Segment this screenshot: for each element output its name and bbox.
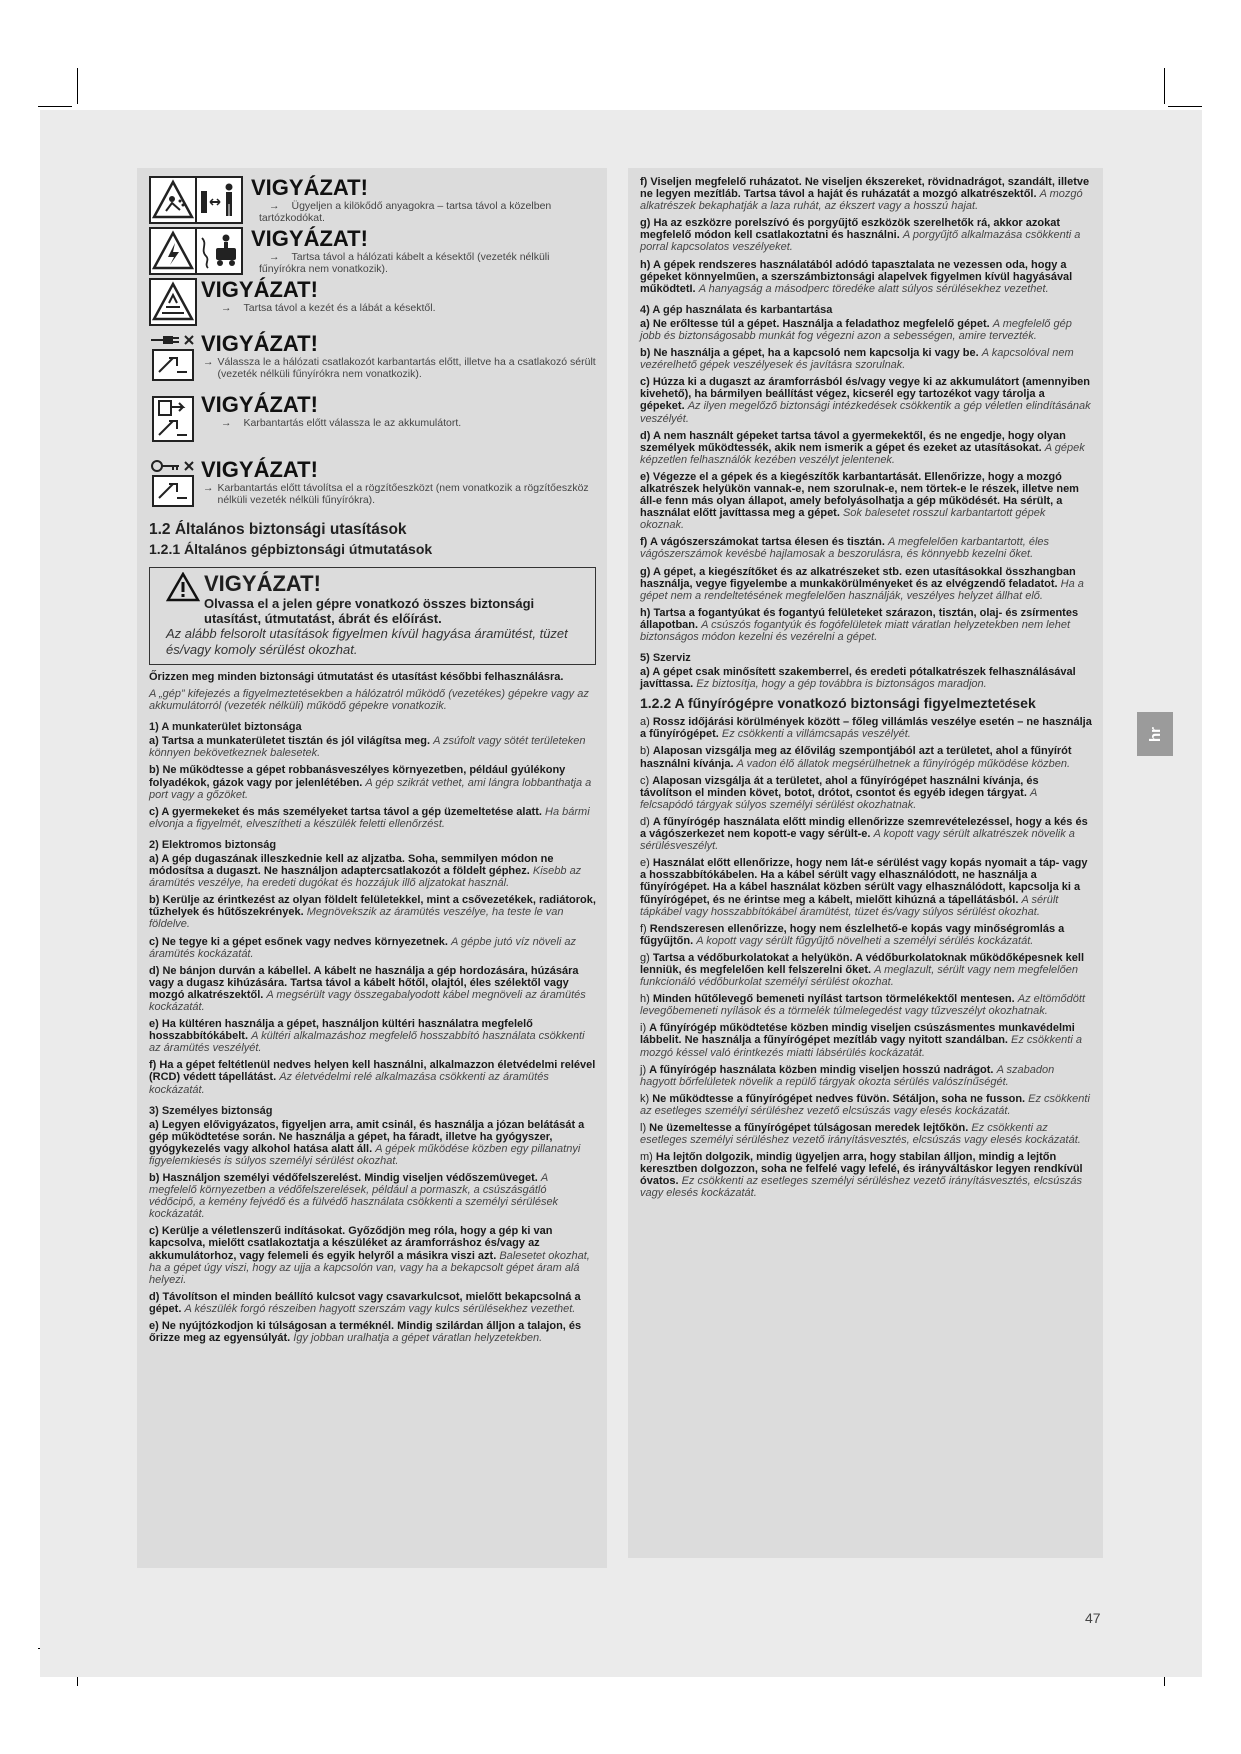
remove-key-icon bbox=[149, 458, 197, 515]
list-item: c) Ne tegye ki a gépet esőnek vagy nedves környezetnek. A gépbe jutó víz növeli az áramütés kockázatát. bbox=[149, 935, 576, 960]
warning-triangle-icon bbox=[166, 572, 200, 607]
group-title: 2) Elektromos biztonság bbox=[149, 838, 277, 851]
crop-mark bbox=[77, 68, 78, 104]
general-warning-box bbox=[149, 567, 596, 665]
list-item: g) Tartsa a védőburkolatokat a helyükön. A védőburkolatoknak működőképesnek kell lenniük, és megfelelően kell felszerelni őket. A meglazult, sérült vagy nem megfelelően funkcionáló védőburkolat személyi sérülést okozhat. bbox=[640, 951, 1085, 989]
list-item: k) Ne működtesse a fűnyírógépet nedves füvön. Sétáljon, soha ne fusson. Ez csökkenti az esetleges személyi sérüléshez vezető elcsúszás vagy elesés kockázatát. bbox=[640, 1092, 1090, 1117]
list-item: d) A nem használt gépeket tartsa távol a gyermekektől, és ne engedje, hogy olyan személyek működtessék, akik nem ismerik a gépet és ezeket az utasításokat. A gépek képzetlen felhasználók kezében veszélyt jelentenek. bbox=[640, 429, 1085, 466]
list-item: i) A fűnyírógép működtetése közben mindig viseljen csúszásmentes munkavédelmi lábbelit. Ne használja a fűnyírógépet mezítláb vagy nyitott szandálban. Ez csökkenti a mozgó késsel való érintkezés miatti lábsérülés kockázatát. bbox=[640, 1022, 1082, 1059]
list-item: a) A gépet csak minősített szakemberrel, és eredeti pótalkatrészek felhasználásával javíttassa. Ez biztosítja, hogy a gép továbbra is biztonságos maradjon. bbox=[640, 666, 1076, 691]
list-item: g) A gépet, a kiegészítőket és az alkatrészeket stb. ezen utasításokkal összhangban használja, vegye figyelembe a munkakörülményeket és az elvégzendő feladatot. Ha a gépet nem a rendeltetésének megfelelően használják, veszélyes helyzet állhat elő. bbox=[640, 565, 1084, 602]
list-item: a) Legyen elővigyázatos, figyeljen arra, amit csinál, és használja a józan belátását a gép működtetése során. Ne használja a gépet, ha fáradt, illetve ha gyógyszer, gyógykezelés vagy alkohol hatása alatt áll. A gépek működése közben egy pillanatnyi figyelemkiesés is súlyos személyi sérülést okozhat. bbox=[149, 1118, 585, 1167]
warning-row bbox=[149, 458, 596, 515]
list-item: j) A fűnyírógép használata közben mindig viseljen hosszú nadrágot. A szabadon hagyott bőrfelületek növelik a repülő tárgyak okozta sérülés valószínűségét. bbox=[640, 1063, 1055, 1088]
list-item: h) A gépek rendszeres használatából adódó tapasztalata ne vezessen oda, hogy a gépeket könnyelműen, a szerszámbiztonsági alapelvek figyelmen kívül hagyásával működtetI. A hanyagság a másodperc töredéke alatt súlyos sérülésekhez vezethet. bbox=[640, 258, 1073, 295]
warning-text: → Tartsa távol a kezét és a lábát a késektől. bbox=[201, 302, 436, 314]
warning-text: → Karbantartás előtt válassza le az akkumulátort. bbox=[201, 417, 461, 429]
warning-text: → Karbantartás előtt távolítsa el a rögzítőeszközt (nem vonatkozik a rögzítőeszköz nélküli vezeték nélküli fűnyírókra). bbox=[203, 482, 589, 506]
group-work-area bbox=[149, 721, 596, 830]
warning-text: → Tartsa távol a hálózati kábelt a késektől (vezeték nélküli fűnyírókra nem vonatkozik). bbox=[259, 251, 550, 275]
warning-title: VIGYÁZAT! bbox=[204, 571, 321, 596]
list-item: a) A gép dugaszának illeszkednie kell az aljzatba. Soha, semmilyen módon ne módosítsa a dugaszt. Ne használjon adaptercsatlakozót a földelt géphez. Kisebb az áramütés veszélye, ha eredeti dugókat és hozzájuk illő aljzatokat használ. bbox=[149, 852, 582, 890]
list-item: b) Ne működtesse a gépet robbanásveszélyes környezetben, például gyúlékony folyadékok, gázok vagy por jelenlétében. A gép szikrát vethet, ami lángra lobbanthatja a port vagy a gőzöket. bbox=[149, 764, 592, 801]
warning-title: VIGYÁZAT! bbox=[201, 277, 318, 302]
warning-title: VIGYÁZAT! bbox=[201, 457, 318, 482]
left-column bbox=[137, 168, 607, 1568]
crop-mark bbox=[38, 106, 72, 107]
list-item: a) Ne erőltesse túl a gépet. Használja a feladathoz megfelelő gépet. A megfelelő gép jobb és biztonságosabb munkát fog végezni azon a sebességen, amire tervezték. bbox=[640, 317, 1072, 342]
section-heading: 1.2 Általános biztonsági utasítások bbox=[149, 521, 407, 538]
list-item: e) Használat előtt ellenőrizze, hogy nem lát-e sérülést vagy kopás nyomait a táp- vagy a hosszabbítókábelen. Ha a kábel sérült vagy elhasználódott, ne használja a fűnyírógépet. Ha a kábel használat közben sérült vagy elhasználódott, kapcsolja ki a fűnyírógépet, és ne érintse meg a kábelt, mielőtt kihúzná a tápellátásból. A sérült tápkábel vagy hosszabbítókábel áramütést, tüzet és/vagy súlyos sérülést okozhat. bbox=[640, 857, 1088, 918]
list-item: e) Végezze el a gépek és a kiegészítők karbantartását. Ellenőrizze, hogy a mozgó alkatrészek helyükön vannak-e, nem szorulnak-e, nem törtek-e le részek, illetve nem áll-e fenn más olyan állapot, amely befolyásolhatja a gép működését. Ha sérült, a használat előtt javíttassa meg a gépet. Sok balesetet rosszul karbantartott gépek okoznak. bbox=[640, 470, 1079, 532]
warning-text: → Ügyeljen a kilökődő anyagokra – tartsa távol a közelben tartózkodókat. bbox=[259, 200, 552, 224]
mower-heading: 1.2.2 A fűnyírógépre vonatkozó biztonsági figyelmeztetések bbox=[640, 695, 1036, 712]
arrow-icon: → bbox=[269, 200, 280, 212]
warning-title: VIGYÁZAT! bbox=[201, 392, 318, 417]
language-tab: hr bbox=[1137, 712, 1173, 756]
page-number: 47 bbox=[1085, 1610, 1101, 1626]
warning-title: VIGYÁZAT! bbox=[251, 226, 368, 251]
paragraph: A „gép” kifejezés a figyelmeztetésekben a hálózatról működő (vezetékes) gépekre vagy az akkumulátorról (vezeték nélküli) működő gépekre vonatkozik. bbox=[149, 688, 589, 713]
arrow-icon: → bbox=[203, 356, 214, 368]
list-item: f) Rendszeresen ellenőrizze, hogy nem észlelhető-e kopás vagy minőségromlás a fűgyűjtőn. A kopott vagy sérült fűgyűjtő növelheti a személyi sérülés kockázatát. bbox=[640, 922, 1065, 947]
group-title: 1) A munkaterület biztonsága bbox=[149, 721, 302, 734]
group-personal-safety bbox=[149, 1105, 596, 1345]
list-item: f) Ha a gépet feltétlenül nedves helyen kell használni, alkalmazzon életvédelmi relével (RCD) védett tápellátást. Az életvédelmi relé alkalmazása csökkenti az áramütés kockázatát. bbox=[149, 1059, 596, 1096]
list-item: d) A fűnyírógép használata előtt mindig ellenőrizze szemrevételezéssel, hogy a kés és a vágószerkezet nem kopott-e vagy sérült-e. A kopott vagy sérült alkatrészek növelik a sérülésveszélyt. bbox=[640, 815, 1088, 853]
hand-foot-blade-icon bbox=[149, 278, 197, 326]
list-item: b) Kerülje az érintkezést az olyan földelt felületekkel, mint a csővezetékek, radiátorok, tűzhelyek és hűtőszekrények. Megnövekszik az áramütés veszélye, ha teste le van földelve. bbox=[149, 894, 596, 931]
right-column bbox=[628, 168, 1103, 1558]
list-item: b) Ne használja a gépet, ha a kapcsoló nem kapcsolja ki vagy be. A kapcsolóval nem vezérelhető gépek veszélyesek és javításra szorulnak. bbox=[640, 347, 1074, 372]
list-item: c) Alaposan vizsgálja át a területet, ahol a fűnyírógépet használni kívánja, és távolítson el minden követ, botot, drótot, csontot és egyéb idegen tárgyat. A felcsapódó tárgyak súlyos személyi sérülést okozhatnak. bbox=[640, 774, 1039, 811]
list-item: c) A gyermekeket és más személyeket tartsa távol a gép üzemeltetése alatt. Ha bármi elvonja a figyelmét, elveszítheti a készülék feletti ellenőrzést. bbox=[149, 805, 590, 830]
list-item: e) Ha kültéren használja a gépet, használjon kültéri használatra megfelelő hosszabbítókábelt. A kültéri alkalmazáshoz megfelelő hosszabbító használata csökkenti az áramütés veszélyét. bbox=[149, 1018, 585, 1055]
group-title: 3) Személyes biztonság bbox=[149, 1104, 273, 1117]
warning-bold-text: Olvassa el a jelen gépre vonatkozó összes biztonsági utasítást, útmutatást, ábrát és előírást. bbox=[204, 596, 535, 626]
warning-text: → Válassza le a hálózati csatlakozót karbantartás előtt, illetve ha a csatlakozó sérült (vezeték nélküli fűnyírókra nem vonatkozik). bbox=[203, 356, 596, 380]
warning-row bbox=[149, 393, 596, 450]
list-item: a) Rossz időjárási körülmények között – főleg villámlás veszélye esetén – ne használja a fűnyírógépet. Ez csökkenti a villámcsapás veszélyét. bbox=[640, 716, 1092, 741]
list-item: h) Tartsa a fogantyúkat és fogantyú felületeket szárazon, tisztán, olaj- és zsírmentes állapotban. A csúszós fogantyúk és fogófelületek miatt váratlan helyzetekben nem lehet biztonságos módon kezelni és vezérelni a gépet. bbox=[640, 606, 1079, 643]
list-item: m) Ha lejtőn dolgozik, mindig ügyeljen arra, hogy stabilan álljon, mindig a lejtőn keresztben dolgozzon, soha ne felfelé vagy lefelé, és irányváltáskor legyen rendkívül óvatos. Ez csökkenti az esetleges személyi sérüléshez vezető irányításvesztés, elcsúszás vagy elesés kockázatát. bbox=[640, 1151, 1083, 1200]
list-item: a) Tartsa a munkaterületet tisztán és jól világítsa meg. A zsúfolt vagy sötét területeken könnyen bekövetkeznek balesetek. bbox=[149, 735, 586, 760]
arrow-icon: → bbox=[203, 482, 214, 494]
group-use-and-care bbox=[640, 304, 1092, 643]
group-service bbox=[640, 652, 1092, 690]
arrow-icon: → bbox=[221, 302, 232, 314]
warning-title: VIGYÁZAT! bbox=[201, 331, 318, 356]
remove-battery-icon bbox=[149, 393, 197, 450]
paragraph: Őrizzen meg minden biztonsági útmutatást és utasítást későbbi felhasználásra. bbox=[149, 671, 564, 683]
crop-mark bbox=[1164, 68, 1165, 104]
list-item: l) Ne üzemeltesse a fűnyírógépet túlságosan meredek lejtőkön. Ez csökkenti az esetleges személyi sérüléshez vezető irányításvesztés, elcsúszás vagy elesés kockázatát. bbox=[640, 1122, 1081, 1147]
mower-list bbox=[640, 716, 1092, 1199]
list-item: d) Ne bánjon durván a kábellel. A kábelt ne használja a gép hordozására, húzására vagy a dugasz kihúzására. Tartsa távol a kábelt hőtől, olajtól, éles szélektől vagy mozgó alkatrészektől. A megsérült vagy összegabalyodott kábel megnöveli az áramütés kockázatát. bbox=[149, 964, 586, 1013]
list-item: b) Használjon személyi védőfelszerelést. Mindig viseljen védőszemüveget. A megfelelő környezetben a védőfelszerelések, például a pormaszk, a csúszásgátló védőcipő, a kemény fejvédő és a fülvédő használata csökkenti a személyi sérülések kockázatát. bbox=[149, 1172, 559, 1221]
unplug-icon bbox=[149, 332, 197, 389]
list-item: g) Ha az eszközre porelszívó és porgyűjtő eszközök szerelhetők rá, akkor azokat megfelelő módon kell csatlakoztatni és használni. A porgyűjtő alkalmazása csökkenti a porral kapcsolatos veszélyeket. bbox=[640, 217, 1081, 254]
warning-row bbox=[149, 176, 596, 224]
list-item: h) Minden hűtőlevegő bemeneti nyílást tartson törmelékektől mentesen. Az eltömődött levegőbemeneti nyílások és a törmelék túlmelegedést vagy tűzveszélyt okozhatnak. bbox=[640, 993, 1086, 1018]
warning-italic-text: Az alább felsorolt utasítások figyelmen kívül hagyása áramütést, tüzet és/vagy komoly sérülést okozhat. bbox=[166, 626, 568, 657]
crop-mark bbox=[1168, 106, 1202, 107]
arrow-icon: → bbox=[269, 251, 280, 263]
group-title: 4) A gép használata és karbantartása bbox=[640, 303, 833, 316]
list-item: b) Alaposan vizsgálja meg az élővilág szempontjából azt a területet, ahol a fűnyírót használni kívánja. A vadon élő állatok megsérülhetnek a fűnyírógép működése közben. bbox=[640, 745, 1072, 770]
subsection-heading: 1.2.1 Általános gépbiztonsági útmutatások bbox=[149, 541, 433, 557]
list-item: f) Viseljen megfelelő ruházatot. Ne viseljen ékszereket, rövidnadrágot, szandált, illetve ne legyen mezítláb. Tartsa távol a haját és ruházatát a mozgó alkatrészektől. A mozgó alkatrészek bekaphatják a laza ruhát, az ékszert vagy a hosszú hajat. bbox=[640, 176, 1090, 213]
list-item: e) Ne nyújtózkodjon ki túlságosan a terméknél. Mindig szilárdan álljon a talajon, és őrizze meg az egyensúlyát. Így jobban uralhatja a gépet váratlan helyzetekben. bbox=[149, 1320, 582, 1345]
arrow-icon: → bbox=[221, 417, 232, 429]
list-item: c) Kerülje a véletlenszerű indításokat. Győződjön meg róla, hogy a gép ki van kapcsolva, mielőtt csatlakoztatja a készüléket az áramforráshoz és/vagy az akkumulátorhoz, vagy felemeli és egyik helyről a másikra viszi azt. Balesetet okozhat, ha a gépet úgy viszi, hogy az ujja a kapcsolón van, vagy ha a bekapcsolt gépet áram alá helyezi. bbox=[149, 1225, 590, 1286]
warning-row bbox=[149, 278, 596, 326]
group-title: 5) Szerviz bbox=[640, 652, 691, 665]
thrown-objects-icon bbox=[149, 176, 197, 224]
cable-blade-icon bbox=[195, 227, 243, 275]
warning-row bbox=[149, 332, 596, 389]
warning-row bbox=[149, 227, 596, 275]
keep-distance-icon bbox=[195, 176, 243, 224]
list-item: f) A vágószerszámokat tartsa élesen és tisztán. A megfelelően karbantartott, éles vágószerszámok kevésbé hajlamosak a beszorulásra, és könnyebb kezelni őket. bbox=[640, 536, 1050, 561]
group-electrical bbox=[149, 839, 596, 1096]
warning-title: VIGYÁZAT! bbox=[251, 175, 368, 200]
electric-shock-icon bbox=[149, 227, 197, 275]
list-item: d) Távolítson el minden beállító kulcsot vagy csavarkulcsot, mielőtt bekapcsolná a gépet. A készülék forgó részeiben hagyott szerszám vagy kulcs sérülésekhez vezethet. bbox=[149, 1290, 581, 1315]
list-item: c) Húzza ki a dugaszt az áramforrásból és/vagy vegye ki az akkumulátort (amennyiben kivehető), ha bármilyen beállítást végez, kicserél egy tartozékot vagy tárolja a gépeket. Az ilyen megelőző biztonsági intézkedések csökkentik a gép véletlen elindításának veszélyét. bbox=[640, 376, 1091, 425]
